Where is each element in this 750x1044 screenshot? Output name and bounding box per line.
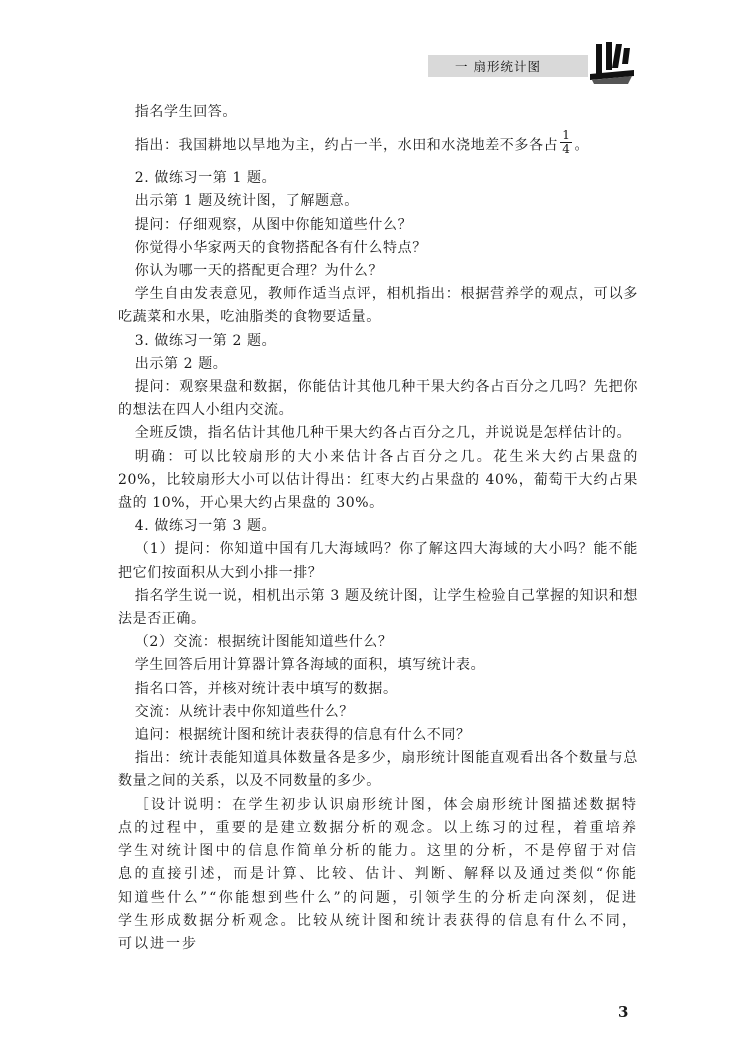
paragraph: 4. 做练习一第 3 题。 [134, 518, 277, 535]
document-body [118, 101, 638, 956]
paragraph: 提问：观察果盘和数据，你能估计其他几种干果大约各占百分之几吗？先把你的想法在四人小组内交流。 [118, 379, 638, 419]
paragraph: 学生回答后用计算器计算各海域的面积，填写统计表。 [134, 657, 486, 674]
fraction-numerator: 1 [562, 128, 571, 143]
paragraph: 交流：从统计表中你知道些什么？ [134, 703, 354, 720]
paragraph: 全班反馈，指名估计其他几种干果大约各占百分之几，并说说是怎样估计的。 [134, 425, 632, 442]
paragraph-with-fraction [118, 128, 638, 159]
fraction-denominator: 4 [562, 142, 571, 157]
paragraph: 出示第 2 题。 [134, 355, 228, 372]
paragraph: 指名学生回答。 [134, 104, 237, 120]
book-icon [588, 40, 636, 86]
design-note: ［设计说明：在学生初步认识扇形统计图，体会扇形统计图描述数据特点的过程中，重要的是建立数据分析的观念。以上练习的过程，着重培养学生对统计图中的信息作简单分析的能力。这里的分析，不是停留于对信息的直接引述，而是计算、比较、估计、判断、解释以及通过类似“你能知道些什么”“你能想到些什么”的问题，引领学生的分析走向深刻，促进学生形成数据分析观念。比较从统计图和统计表获得的信息有什么不同，可以进一步 [118, 796, 638, 952]
paragraph: （1）提问：你知道中国有几大海域吗？你了解这四大海域的大小吗？能不能把它们按面积从大到小排一排？ [118, 541, 638, 581]
paragraph-text: 指出：我国耕地以旱地为主，约占一半，水田和水浇地差不多各占 [134, 137, 559, 154]
paragraph: 追问：根据统计图和统计表获得的信息有什么不同？ [134, 727, 471, 744]
paragraph: 指名学生说一说，相机出示第 3 题及统计图，让学生检验自己掌握的知识和想法是否正确。 [118, 587, 638, 628]
fraction [560, 129, 572, 156]
paragraph: 3. 做练习一第 2 题。 [134, 332, 277, 349]
paragraph: （2）交流：根据统计图能知道些什么？ [134, 634, 393, 651]
paragraph-text: 。 [574, 137, 590, 154]
page-number: 3 [618, 1003, 629, 1021]
paragraph: 2. 做练习一第 1 题。 [134, 170, 277, 187]
paragraph: 明确：可以比较扇形的大小来估计各占百分之几。花生米大约占果盘的 20%，比较扇形大小可以估计得出：红枣大约占果盘的 40%，葡萄干大约占果盘的 10%，开心果大约占果盘的 30%。 [118, 448, 638, 512]
paragraph: 学生自由发表意见，教师作适当点评，相机指出：根据营养学的观点，可以多吃蔬菜和水果，吃油脂类的食物要适量。 [118, 286, 638, 326]
paragraph: 指出：统计表能知道具体数量各是多少，扇形统计图能直观看出各个数量与总数量之间的关系，以及不同数量的多少。 [118, 750, 638, 790]
section-title: 一 扇形统计图 [455, 59, 541, 74]
paragraph: 你认为哪一天的搭配更合理？为什么？ [134, 263, 383, 280]
paragraph: 你觉得小华家两天的食物搭配各有什么特点？ [134, 239, 427, 256]
paragraph: 提问：仔细观察，从图中你能知道些什么？ [134, 216, 413, 233]
paragraph: 指名口答，并核对统计表中填写的数据。 [134, 680, 398, 697]
paragraph: 出示第 1 题及统计图，了解题意。 [134, 193, 359, 210]
